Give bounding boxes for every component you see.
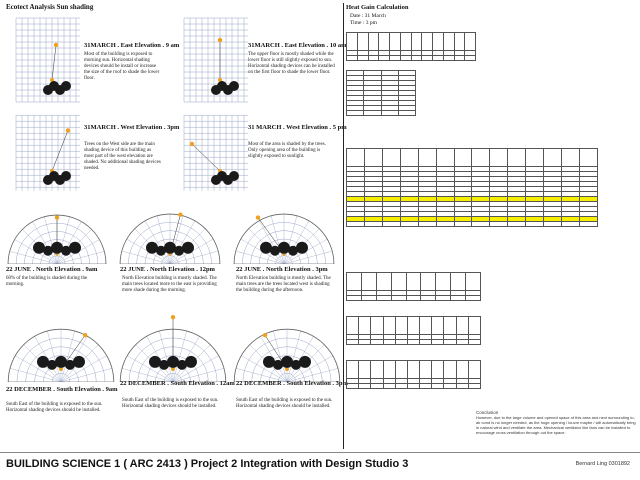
analysis-text: The upper floor is mostly shaded while the lower floor is still slightly exposed to sun. Horizontal shading devices can be installed on the first floor to shade the lower floor.: [248, 52, 335, 75]
heat-gain-table: [346, 360, 481, 389]
table-cell: [490, 222, 508, 227]
table-cell: [383, 340, 395, 345]
table-row: [347, 222, 598, 227]
conclusion-title: Conclusion: [476, 410, 499, 415]
table-cell: [472, 222, 490, 227]
table-header-cell: [407, 361, 419, 379]
table-cell: [468, 384, 480, 389]
analysis-text: South East of the building is exposed to the sun. Horizontal shading devices should be installed.: [6, 402, 103, 413]
table-header-cell: [400, 149, 418, 167]
table-header-cell: [395, 317, 407, 335]
table-row: [347, 56, 476, 61]
table-header-cell: [406, 273, 421, 291]
table-header-cell: [357, 33, 368, 51]
footer-title: BUILDING SCIENCE 1 ( ARC 2413 ) Project 2 Integration with Design Studio 3: [6, 458, 409, 470]
table-header-cell: [526, 149, 544, 167]
table-header-cell: [347, 33, 358, 51]
analysis-title: 22 JUNE . North Elevation . 3pm: [236, 266, 328, 273]
analysis-title: 22 JUNE . North Elevation . 12pm: [120, 266, 215, 273]
table-cell: [361, 296, 376, 301]
table-header-cell: [359, 361, 371, 379]
table-cell: [407, 340, 419, 345]
table-cell: [400, 56, 411, 61]
sun-shading-model-image: [232, 206, 336, 264]
table-cell: [468, 340, 480, 345]
table-cell: [371, 384, 383, 389]
table-header-cell: [579, 149, 597, 167]
table-row: [347, 384, 481, 389]
heat-gain-table: [346, 32, 476, 61]
heat-gain-time: Time : 3 pm: [350, 20, 377, 26]
table-cell: [400, 222, 418, 227]
table-header-cell: [420, 317, 432, 335]
table-header-cell: [371, 361, 383, 379]
sun-shading-model-image: [6, 206, 108, 264]
table-header-cell: [443, 33, 454, 51]
table-cell: [544, 222, 562, 227]
table-header-cell: [395, 361, 407, 379]
table-cell: [579, 222, 597, 227]
table-header-cell: [456, 317, 468, 335]
heat-gain-table: [346, 70, 416, 116]
table-header-cell: [364, 149, 382, 167]
table-header-cell: [433, 33, 444, 51]
section-title: Ecotect Analysis Sun shading: [6, 3, 94, 11]
table-header-cell: [472, 149, 490, 167]
table-header-cell: [391, 273, 406, 291]
table-header-cell: [347, 317, 359, 335]
table-header-cell: [454, 33, 465, 51]
footer-author: Bernard Ling 0301892: [575, 461, 630, 467]
table-cell: [466, 296, 481, 301]
table-cell: [406, 296, 421, 301]
table-header-cell: [466, 273, 481, 291]
analysis-title: 22 DECEMBER . South Elevation . 3pm: [236, 380, 348, 387]
table-header-cell: [444, 361, 456, 379]
table-header-cell: [368, 33, 379, 51]
table-cell: [382, 222, 400, 227]
table-cell: [390, 56, 401, 61]
table-header-cell: [407, 317, 419, 335]
table-header-cell: [454, 149, 472, 167]
table-row: [347, 111, 416, 116]
table-header-cell: [490, 149, 508, 167]
sun-shading-model-image: [118, 310, 228, 382]
analysis-text: 60% of the building is shaded during the morning.: [6, 276, 88, 287]
table-cell: [376, 296, 391, 301]
table-cell: [451, 296, 466, 301]
table-cell: [379, 56, 390, 61]
table-cell: [359, 384, 371, 389]
table-cell: [347, 56, 358, 61]
table-header-cell: [465, 33, 476, 51]
table-cell: [444, 384, 456, 389]
table-cell: [456, 384, 468, 389]
table-cell: [465, 56, 476, 61]
table-row: [347, 340, 481, 345]
table-header-cell: [383, 361, 395, 379]
analysis-title: 22 JUNE . North Elevation . 9am: [6, 266, 98, 273]
table-cell: [443, 56, 454, 61]
analysis-text: North Elevation building is mostly shaded. The main trees located more to the east is providing more shade during the morning.: [122, 276, 217, 293]
table-cell: [364, 222, 382, 227]
table-cell: [357, 56, 368, 61]
table-cell: [433, 56, 444, 61]
analysis-title: 22 DECEMBER . South Elevation . 9am: [6, 386, 118, 393]
conclusion-text: However, due to the large volume and opened space of this area and next surrounding to, air cond is no longer needed, as the huge opening / louvre maybe / will automatically bring in natural wind and ventilate the area. Mechanical ventilator like fans can be installed to encourage cross ventilation through out the space.: [476, 415, 636, 435]
table-header-cell: [432, 361, 444, 379]
table-header-cell: [422, 33, 433, 51]
table-header-cell: [436, 149, 454, 167]
table-header-cell: [562, 149, 580, 167]
table-header-cell: [347, 273, 362, 291]
heat-gain-table: [346, 316, 481, 345]
analysis-text: Trees on the West side are the main shading device of this building as most part of the west elevation are shaded. No additional shading devices needed.: [84, 142, 161, 171]
table-header-cell: [420, 361, 432, 379]
analysis-title: 31MARCH . East Elevation . 9 am: [84, 42, 180, 49]
analysis-text: Most of the building is exposed to morning sun. Horizontal shading devices should be install or increase the size of the roof to shade the lower floor.: [84, 52, 160, 81]
table-header-cell: [376, 273, 391, 291]
table-cell: [444, 340, 456, 345]
analysis-text: South East of the building is exposed to the sun. Horizontal shading devices should be installed.: [122, 398, 219, 409]
table-header-cell: [451, 273, 466, 291]
analysis-text: South East of the building is exposed to the sun. Horizontal shading devices should be installed.: [236, 398, 333, 409]
table-cell: [347, 111, 364, 116]
table-cell: [347, 296, 362, 301]
table-header-cell: [411, 33, 422, 51]
table-cell: [383, 384, 395, 389]
table-cell: [411, 56, 422, 61]
analysis-title: 31MARCH . East Elevation . 10 am: [248, 42, 347, 49]
sun-shading-model-image: [176, 108, 256, 198]
heat-gain-table: [346, 148, 598, 227]
table-cell: [420, 340, 432, 345]
table-cell: [395, 340, 407, 345]
table-header-cell: [508, 149, 526, 167]
table-cell: [395, 384, 407, 389]
table-cell: [526, 222, 544, 227]
heat-gain-date: Date : 31 March: [350, 13, 386, 19]
analysis-title: 31 MARCH . West Elevation . 5 pm: [248, 124, 347, 131]
analysis-title: 31MARCH . West Elevation . 3pm: [84, 124, 180, 131]
sun-shading-model-image: [232, 310, 342, 382]
heat-gain-title: Heat Gain Calculation: [346, 4, 409, 11]
table-cell: [359, 340, 371, 345]
table-header-cell: [418, 149, 436, 167]
table-header-cell: [347, 149, 365, 167]
analysis-text: North Elevation building is mostly shaded. The main trees are the trees located west is shading the building during the afternoon.: [236, 276, 331, 293]
table-cell: [347, 384, 359, 389]
table-header-cell: [361, 273, 376, 291]
table-header-cell: [444, 317, 456, 335]
table-header-cell: [468, 361, 480, 379]
table-cell: [454, 56, 465, 61]
table-header-cell: [421, 273, 436, 291]
sun-shading-model-image: [176, 10, 256, 110]
table-cell: [391, 296, 406, 301]
table-cell: [454, 222, 472, 227]
table-header-cell: [379, 33, 390, 51]
table-cell: [420, 384, 432, 389]
table-cell: [398, 111, 415, 116]
conclusion-block: [476, 410, 636, 435]
table-header-cell: [468, 317, 480, 335]
table-cell: [436, 296, 451, 301]
table-header-cell: [382, 149, 400, 167]
sun-shading-model-image: [8, 10, 88, 110]
table-cell: [347, 222, 365, 227]
table-cell: [418, 222, 436, 227]
table-header-cell: [400, 33, 411, 51]
table-header-cell: [371, 317, 383, 335]
table-cell: [347, 340, 359, 345]
table-header-cell: [432, 317, 444, 335]
sun-shading-model-image: [8, 108, 88, 198]
table-cell: [456, 340, 468, 345]
table-header-cell: [390, 33, 401, 51]
table-header-cell: [359, 317, 371, 335]
heat-gain-table: [346, 272, 481, 301]
table-cell: [508, 222, 526, 227]
table-cell: [371, 340, 383, 345]
vertical-divider: [343, 3, 344, 449]
sun-shading-model-image: [6, 310, 116, 382]
table-header-cell: [544, 149, 562, 167]
table-cell: [407, 384, 419, 389]
table-cell: [562, 222, 580, 227]
sun-shading-model-image: [118, 206, 222, 264]
table-header-cell: [456, 361, 468, 379]
table-cell: [368, 56, 379, 61]
table-header-cell: [347, 361, 359, 379]
table-cell: [421, 296, 436, 301]
table-cell: [436, 222, 454, 227]
table-cell: [381, 111, 398, 116]
table-header-cell: [383, 317, 395, 335]
table-cell: [432, 340, 444, 345]
analysis-title: 22 DECEMBER . South Elevation . 12am: [120, 380, 235, 387]
table-cell: [422, 56, 433, 61]
table-header-cell: [436, 273, 451, 291]
table-cell: [364, 111, 381, 116]
table-row: [347, 296, 481, 301]
table-cell: [432, 384, 444, 389]
analysis-text: Most of the area is shaded by the trees. Only opening area of the building is slightly exposed to sunlight.: [248, 142, 326, 159]
